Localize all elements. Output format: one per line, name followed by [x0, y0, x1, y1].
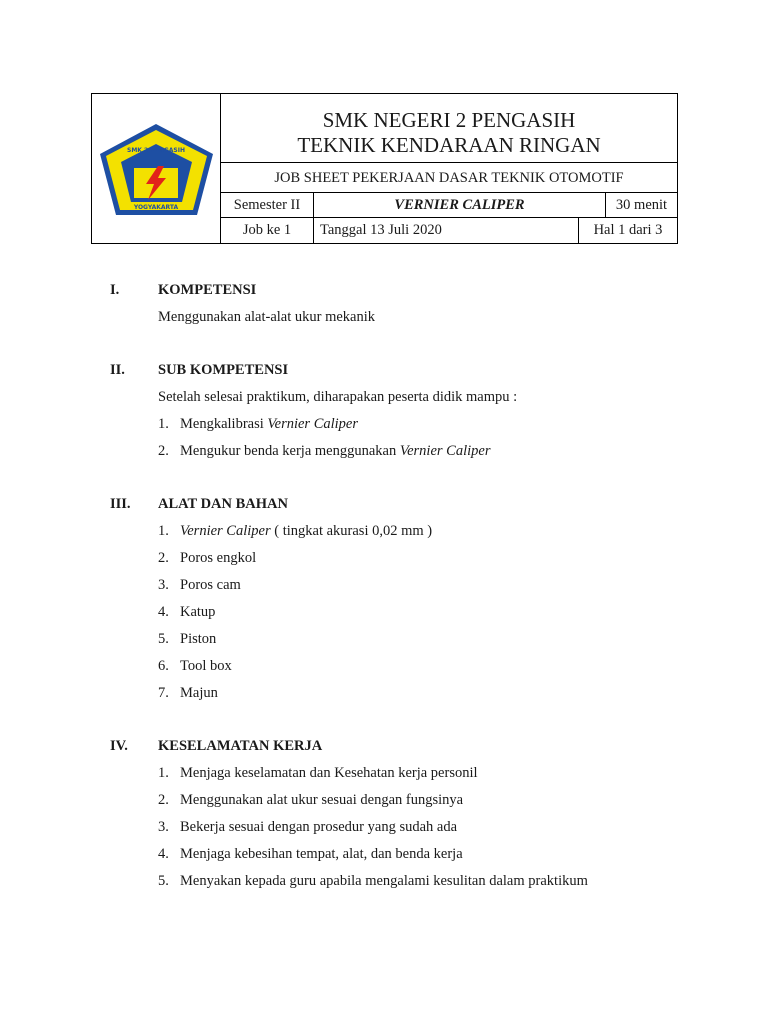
- list-item: 3. Bekerja sesuai dengan prosedur yang sudah ada: [158, 819, 458, 835]
- job-number: Job ke 1: [221, 218, 314, 243]
- semester: Semester II: [221, 193, 314, 217]
- section-title: KESELAMATAN KERJA: [158, 738, 323, 754]
- list-item: 1. Mengkalibrasi Vernier Caliper: [158, 416, 359, 432]
- section-title: SUB KOMPETENSI: [158, 362, 289, 378]
- logo-text-top: SMK 2 PENGASIH: [127, 147, 185, 154]
- school-logo: [96, 122, 217, 217]
- document-header: [91, 93, 678, 244]
- section-text: Setelah selesai praktikum, diharapakan peserta didik mampu :: [158, 389, 518, 405]
- section-number: I.: [110, 282, 120, 298]
- list-item: 2. Menggunakan alat ukur sesuai dengan fungsinya: [158, 792, 464, 808]
- list-item: 4. Katup: [158, 604, 216, 620]
- section-text: Menggunakan alat-alat ukur mekanik: [158, 309, 376, 325]
- list-item: 1. Vernier Caliper ( tingkat akurasi 0,02 mm ): [158, 523, 433, 539]
- semester-row: [221, 193, 677, 218]
- section-number: III.: [110, 496, 131, 512]
- job-sheet-title: JOB SHEET PEKERJAAN DASAR TEKNIK OTOMOTIF: [221, 163, 677, 193]
- list-item: 5. Piston: [158, 631, 217, 647]
- job-row: [221, 218, 677, 243]
- list-item: 2. Poros engkol: [158, 550, 257, 566]
- section-title: ALAT DAN BAHAN: [158, 496, 288, 512]
- department-name: TEKNIK KENDARAAN RINGAN: [297, 133, 601, 157]
- date: Tanggal 13 Juli 2020: [314, 218, 579, 243]
- list-item: 1. Menjaga keselamatan dan Kesehatan kerja personil: [158, 765, 478, 781]
- section-number: IV.: [110, 738, 128, 754]
- section-number: II.: [110, 362, 125, 378]
- list-item: 2. Mengukur benda kerja menggunakan Vernier Caliper: [158, 443, 491, 459]
- logo-cell: [92, 94, 221, 243]
- section-title: KOMPETENSI: [158, 282, 257, 298]
- list-item: 3. Poros cam: [158, 577, 241, 593]
- list-item: 5. Menyakan kepada guru apabila mengalami kesulitan dalam praktikum: [158, 873, 588, 889]
- title-cell: [221, 94, 677, 163]
- topic: VERNIER CALIPER: [314, 193, 606, 217]
- school-name: SMK NEGERI 2 PENGASIH: [322, 108, 576, 132]
- page-number: Hal 1 dari 3: [593, 222, 663, 238]
- list-item: 6. Tool box: [158, 658, 232, 674]
- list-item: 4. Menjaga kebesihan tempat, alat, dan benda kerja: [158, 846, 463, 862]
- list-item: 7. Majun: [158, 685, 218, 701]
- duration: 30 menit: [615, 197, 668, 213]
- logo-text-bottom: YOGYAKARTA: [133, 204, 179, 211]
